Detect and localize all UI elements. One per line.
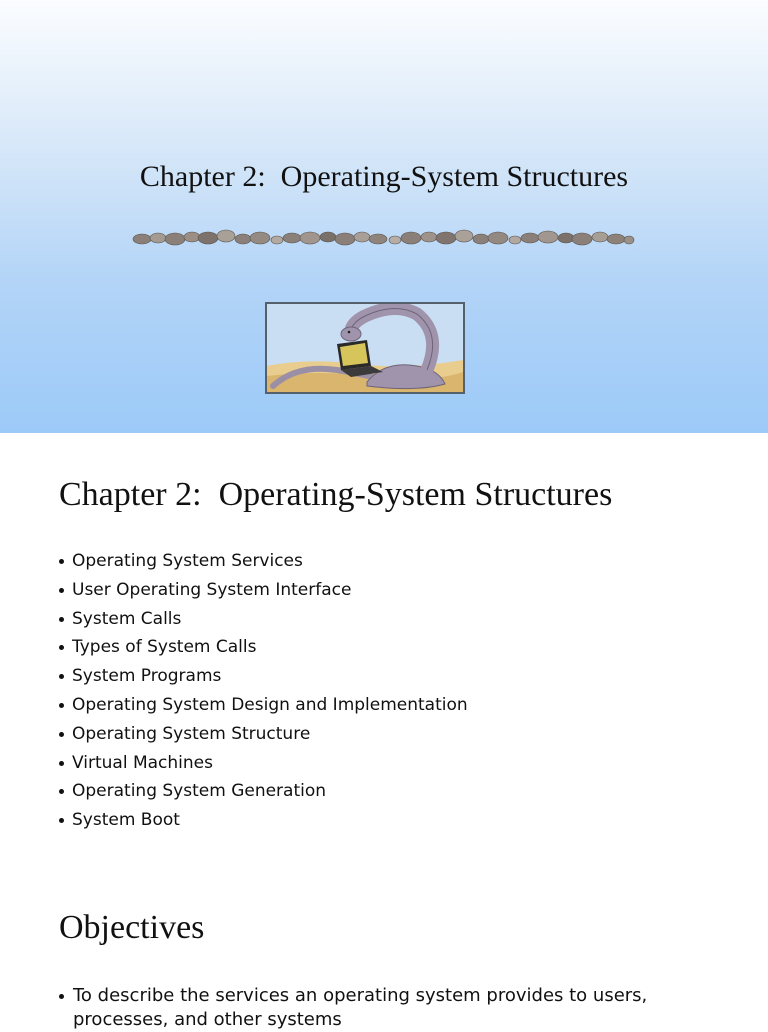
list-item: Operating System Structure: [58, 720, 468, 749]
dinosaur-laptop-illustration: [265, 302, 465, 394]
list-item: Types of System Calls: [58, 633, 468, 662]
list-item: Virtual Machines: [58, 749, 468, 778]
list-item: System Programs: [58, 662, 468, 691]
list-item: System Calls: [58, 605, 468, 634]
list-item: To describe the services an operating system provides to users, processes, and other systems: [58, 984, 658, 1032]
list-item: Operating System Design and Implementation: [58, 691, 468, 720]
list-item: Operating System Services: [58, 547, 468, 576]
list-item: System Boot: [58, 806, 468, 835]
objectives-list: [58, 984, 658, 1032]
list-item: User Operating System Interface: [58, 576, 468, 605]
contents-title: Chapter 2: Operating-System Structures: [59, 476, 613, 513]
contents-list: [58, 547, 468, 835]
pebble-divider: [130, 226, 635, 250]
objectives-title: Objectives: [59, 909, 205, 946]
title-slide: [0, 0, 768, 433]
list-item: Operating System Generation: [58, 777, 468, 806]
slide-title: Chapter 2: Operating-System Structures: [139, 160, 629, 193]
